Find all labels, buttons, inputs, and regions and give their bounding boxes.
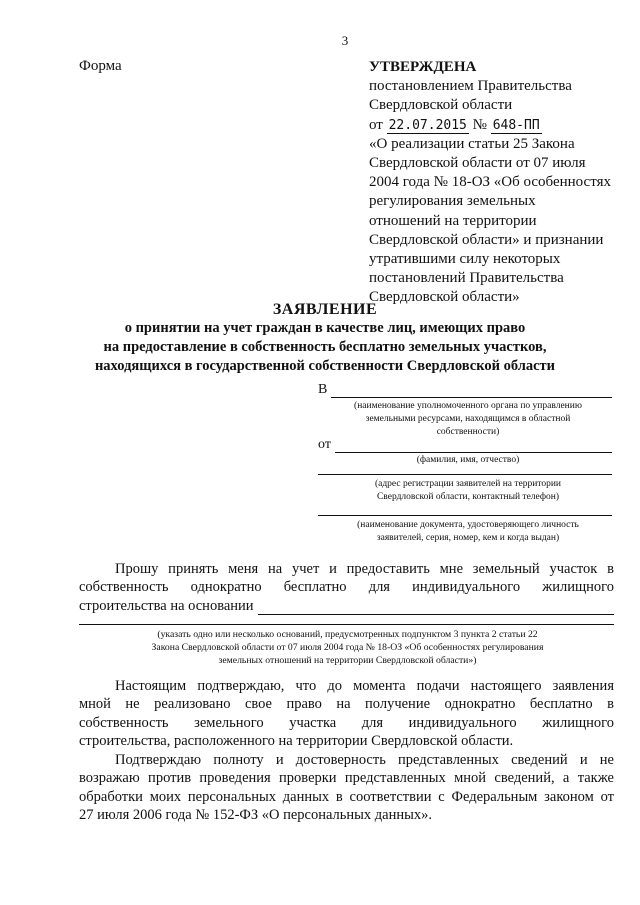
address-line[interactable] bbox=[318, 474, 612, 475]
approval-line: 2004 года № 18-ОЗ «Об особенностях bbox=[369, 174, 611, 191]
request-paragraph bbox=[79, 560, 614, 615]
approval-line: Свердловской области» и признании bbox=[369, 231, 604, 248]
applicant-label: от bbox=[318, 437, 331, 452]
paragraph-line: Подтверждаю полноту и достоверность представленных сведений и не bbox=[115, 752, 614, 768]
paragraph-line: Прошу принять меня на учет и предоставить мне земельный участок в bbox=[115, 561, 614, 577]
caption-line: (указать одно или несколько оснований, предусмотренных подпунктом 3 пункта 2 статьи 22 bbox=[157, 629, 538, 640]
approval-heading: УТВЕРЖДЕНА bbox=[369, 59, 477, 75]
approval-line: Свердловской области от 07 июля bbox=[369, 155, 586, 172]
paragraph-line: строительства, расположенного на территории Свердловской области. bbox=[79, 733, 514, 750]
confirmation-paragraph bbox=[79, 677, 614, 751]
paragraph-line: 27 июля 2006 года № 152-ФЗ «О персональных данных». bbox=[79, 807, 432, 824]
paragraph-line: Настоящим подтверждаю, что до момента подачи настоящего заявления bbox=[115, 678, 614, 694]
recipient-line[interactable] bbox=[331, 383, 612, 398]
recipient-field[interactable] bbox=[318, 382, 612, 398]
recipient-caption bbox=[326, 400, 610, 439]
basis-field[interactable] bbox=[79, 597, 614, 615]
address-caption bbox=[326, 478, 610, 504]
title-subtitle: на предоставление в собственность бесплатно земельных участков, bbox=[103, 339, 547, 355]
identity-document-caption bbox=[326, 519, 610, 545]
recipient-label: В bbox=[318, 382, 328, 397]
caption-line: земельными ресурсами, находящимся в областной bbox=[365, 414, 571, 424]
basis-line[interactable] bbox=[258, 600, 614, 615]
approval-line: «О реализации статьи 25 Закона bbox=[369, 135, 575, 152]
paragraph-line: мной не реализовано свое право на получение однократно бесплатно в bbox=[79, 696, 614, 713]
paragraph-line: возражаю против проведения проверки представленных мной сведений, а также bbox=[79, 770, 614, 787]
approval-block bbox=[369, 58, 629, 308]
approval-number: 648-ПП bbox=[492, 117, 540, 133]
caption-line: (наименование уполномоченного органа по управлению bbox=[354, 401, 582, 411]
title-subtitle: о принятии на учет граждан в качестве лиц, имеющих право bbox=[124, 320, 526, 336]
basis-caption bbox=[95, 628, 600, 667]
paragraph-line: обработки моих персональных данных в соответствии с Федеральным законом от bbox=[79, 788, 614, 805]
applicant-field[interactable] bbox=[318, 437, 612, 453]
document-title bbox=[60, 300, 590, 376]
caption-line: Свердловской области, контактный телефон) bbox=[376, 492, 560, 502]
page-number: 3 bbox=[341, 33, 349, 48]
approval-line: регулирования земельных bbox=[369, 193, 536, 210]
title-main: ЗАЯВЛЕНИЕ bbox=[272, 301, 378, 318]
caption-line: заявителей, серия, номер, кем и когда выдан) bbox=[376, 533, 560, 543]
applicant-line[interactable] bbox=[335, 438, 612, 453]
basis-line-extra[interactable] bbox=[79, 624, 614, 625]
form-label: Форма bbox=[79, 58, 122, 74]
paragraph-line: собственность однократно бесплатно для индивидуального жилищного bbox=[79, 579, 614, 596]
approval-line: Свердловской области bbox=[369, 97, 513, 114]
approval-line: утратившими силу некоторых bbox=[369, 251, 561, 268]
caption-line: земельных отношений на территории Свердловской области») bbox=[218, 655, 477, 666]
approval-date: 22.07.2015 bbox=[388, 117, 467, 133]
consent-paragraph bbox=[79, 751, 614, 825]
paragraph-line: собственность земельного участка для индивидуального жилищного bbox=[79, 714, 614, 731]
applicant-caption: (фамилия, имя, отчество) bbox=[416, 455, 520, 465]
approval-line: постановлением Правительства bbox=[369, 78, 572, 95]
identity-document-line[interactable] bbox=[318, 515, 612, 516]
number-prefix: № bbox=[472, 116, 487, 133]
title-subtitle: находящихся в государственной собственности Свердловской области bbox=[94, 358, 556, 374]
approval-line: Свердловской области» bbox=[369, 289, 520, 306]
caption-line: (наименование документа, удостоверяющего личность bbox=[357, 520, 579, 530]
approval-line: постановлений Правительства bbox=[369, 270, 564, 287]
approval-date-line bbox=[369, 116, 629, 135]
basis-label: строительства на основании bbox=[79, 597, 254, 614]
caption-line: Закона Свердловской области от 07 июля 2004 года № 18-ОЗ «Об особенностях регулирования bbox=[151, 642, 544, 653]
caption-line: собственности) bbox=[436, 427, 500, 437]
date-prefix: от bbox=[369, 116, 383, 133]
approval-line: отношений на территории bbox=[369, 212, 537, 229]
caption-line: (адрес регистрации заявителей на территории bbox=[374, 479, 562, 489]
